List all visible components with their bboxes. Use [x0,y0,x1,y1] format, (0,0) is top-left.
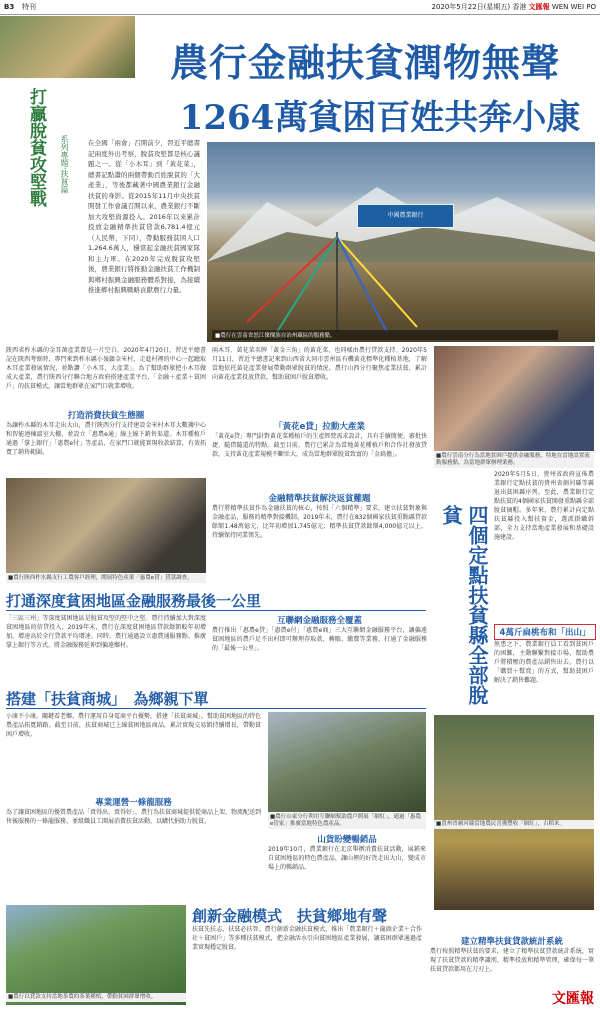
village-photo-caption: ■農行山東分行利用互聯網幫助農戶開展「網紅」，通過「惠農e管家」推廣當地特色農產品。 [268,813,426,829]
lede-paragraph: 在全國「兩會」召開前夕，習近平總書記兩度外出考察，脫貧攻堅都是核心議題之一。從「小木耳」到「黃花菜」，總書記點讚的兩個帶動百姓脫貧的「大產業」，等後都藏著中國農業銀行金融扶貧的身影。從2015年11月中央扶貧開發工作會議召開以來，農業銀行不斷加大攻堅資源投入。2016年以來累計投放金融精準扶貧貸款6,781.4億元（人民幣，下同），帶動服務貧困人口1,264.6萬人，穩當起金融扶貧國家隊和主力軍。在2020年完成脫貧攻堅後，農業銀行將推動金融扶貧工作機制與鄉村振興金融服務體系對接，為接續推進鄉村振興戰略貢獻農行力量。 [88,139,200,294]
harvest-photo [434,715,594,910]
paper-name: 文匯報 [528,3,550,11]
article-precise: 農行將精準扶貧作為金融扶貧的核心，按照「六個精準」要求，建立扶貧對象與金融產品、服務的精準對接機制。2019年末，農行在832個國家扶貧重點縣貸款餘額1.48萬億元，比年初增加1,745億元；精準扶貧貸款餘額4,000億元以上，持續保持同業領先。 [212,505,427,539]
article-pair: 為了讓貧困地區的優質農產品「賣得出、賣得好」，農行為扶貧商城提供從商品上架、物流配送到售後服務的一條龍服務，並組織員工開展消費扶貧活動，以購代捐助力脫貧。 [6,809,261,825]
tea-photo-caption: ■農行以貸款支持當地茶農的茶葉種植，帶動貧困群眾增收。 [6,993,186,1002]
issue-date: 2020年5月22日(星期五) [431,3,511,11]
subhead-village: 山貨盼變暢銷品 [317,835,377,845]
paper-name-en: WEN WEI PO [551,3,596,11]
main-photo [207,142,595,342]
article-internet: 農行推出「惠農e貸」「惠農e付」「惠農e商」三大互聯網金融服務平台，讓偏遠貧困地區的農戶足不出村即可辦理存取款、轉賬、繳費等業務，打通了金融服務的「最後一公里」。 [212,627,427,652]
divider [6,708,426,709]
header-date [431,0,596,14]
headline-line1: 農行金融扶貧潤物無聲 [169,40,560,85]
article-col2-intro: 兩木耳、黃花菜名牌「黃金三角」的黃花菜，也同樣由農行貸款支持。2020年5月11日，習近平總書記來到山西省大同市雲州區有機黃花標準化種植基地，了解當地依托黃花產業發展帶動群眾脫貧的情況。農行山西分行聚焦產業扶貧，累計向黃花產業投放貸款，幫助貧困戶脫貧增收。 [212,347,427,381]
headline-line2: 1264萬貧困百姓共奔小康 [179,98,581,138]
bank-sign: 中國農業銀行 [357,204,454,228]
subhead-huanghua: 「黃花e貸」拉動大產業 [274,422,365,432]
footer-logo: 文匯報 [552,991,594,1007]
subhead-long: 建立精準扶貧貸款統計系統 [460,937,563,947]
section-name: 特刊 [22,3,36,11]
subhead-lastmile: 打通深度貧困地區金融服務最後一公里 [6,592,262,610]
subhead-innovate: 創新金融模式 扶貧鄉地有聲 [192,907,388,925]
harvest-photo-caption: ■貴州省劍河縣當地農民喜獲豐收「網紅」，古稻米。 [434,820,594,829]
page-number: B3 [4,3,15,11]
article-huanghua: 「黃花e貸」專門針對黃花菜種植戶的生產經營需求設計，具有手續簡便、審批快捷、隨借隨還的特點。截至目前，農行已累計為當地黃花種植戶和合作社發放貸款，支持黃花產業規模不斷壯大，成為當地群眾脫貧致富的「金扁擔」。 [212,433,427,458]
rural-bank-caption: ■農行雲南分行為當地貧困戶提供金融服務，特地在當地設置流動服務點，為當地群眾辦理業務。 [434,452,594,468]
article-long: 農行按照精準扶貧的要求，建立了精準扶貧貸款統計系統，實現了扶貧貸款的精準識別、精準投放和精準管理，確保每一筆扶貧貸款都用在刀刃上。 [430,948,594,973]
page-header [0,0,600,15]
prayer-flags-graphic [247,232,427,332]
article-col1-intro: 陝西省柞水縣的金耳菌產業曾是一片空白。2020年4月20日，習近平總書記在陝西考察時，專門來到柞水縣小嶺鎮金米村，走進村裡的中心一起聽取木耳產業發展情況，並點讚「小木耳，大產業」。為了幫助群眾把小木耳做成大產業，農行陝西分行聯合地方政府搭建產業平台，「金融＋產業＋貧困戶」的扶貧模式，讓當地群眾在家門口就業增收。 [6,347,206,390]
divider [6,610,426,611]
rural-bank-photo [434,346,594,451]
subhead-pair: 專業運營一條龍服務 [95,798,172,808]
main-photo-caption: ■農行在雲南省怒江傈僳族自治州藏區的服務點。 [212,330,558,340]
subhead-internet: 互聯網金融服務全覆蓋 [276,616,362,626]
article-mall: 小康不小康，關鍵看老鄉。農行運用自身電商平台優勢，搭建「扶貧商城」，幫助貧困地區的特色農產品拓寬銷路。截至目前，扶貧商城已上線貧困地區商品，累計實現交易額持續增長，帶動貧困戶增收。 [6,713,261,738]
vertical-title: 四個定點扶貧縣全部脫貧 [439,505,489,705]
article-right: 2020年5月5日，貴州省政府宣佈農業銀行定點扶貧的貴州省劍河縣等縣退出貧困縣序列。至此，農業銀行定點扶貧的4個國家扶貧開發重點縣全部脫貧摘帽。多年來，農行累計向定點扶貧縣投入幫扶資金，選派掛職幹部，全力支持當地產業發展和基礎設施建設。 [494,471,594,541]
series-brand: 打贏脫貧攻堅戰 [26,88,46,207]
tea-photo [6,905,186,1005]
article-village: 2019年10月，農業銀行在北京舉辦消費扶貧活動，展銷來自貧困地區的特色農產品，讓山裡的好貨走出大山，變成市場上的暢銷品。 [268,846,426,871]
subhead-mall: 搭建「扶貧商城」 為鄉親下單 [6,690,209,708]
article-muer: 為讓柞水縣的木耳走出大山，農行陝西分行支持建設金米村木耳大數據中心和智能連棟溫室大棚，並設立「惠農e通」線上線下銷售渠道。木耳種植戶通過「掌上銀行」「惠農e付」等產品，在家門口就能實現收款結算，有效拓寬了銷售範圍。 [6,422,206,456]
village-photo [268,712,426,812]
article-lastmile: 「三區三州」等深度貧困地區是脫貧攻堅的堅中之堅。農行持續加大對深度貧困地區的信貸投入，2019年末，農行在深度貧困地區貸款餘額較年初增加，增速高於全行貸款平均增速。同時，農行通過設立惠農通服務點、推廣掌上銀行等方式，將金融服務延伸到偏遠鄉村。 [6,615,206,649]
farmers-photo [0,16,135,78]
subhead-precise: 金融精準扶貧解決返貧難題 [268,494,371,504]
muer-photo [6,478,206,573]
article-innovate: 扶貧先扶志，扶貧必扶智。農行創新金融扶貧模式，推出「農業銀行＋龍頭企業＋合作社＋貧困戶」等多種扶貧模式，把金融活水引向貧困地區產業發展，讓貧困群眾通過產業實現穩定脫貧。 [192,926,422,951]
muer-photo-caption: ■農行陝西柞水縣支行工農客戶經理，開展特色產業「惠農e貸」貸款調查。 [6,574,206,583]
article-jiutian: 無患之下，農業銀行員工看到貧困戶的困難，主動聯繫對接市場，幫助農戶將積壓的農產品銷售出去。農行以「購買＋幫賣」的方式，幫助貧困戶解決了銷售難題。 [494,641,594,684]
subhead-muer: 打造消費扶貧生態圈 [67,411,145,421]
subhead-jiutian: 4萬斤扁桃布和「出山」 [494,624,596,640]
series-label: 系列專題‧扶貧篇 [60,135,69,194]
region: 香港 [512,3,527,11]
